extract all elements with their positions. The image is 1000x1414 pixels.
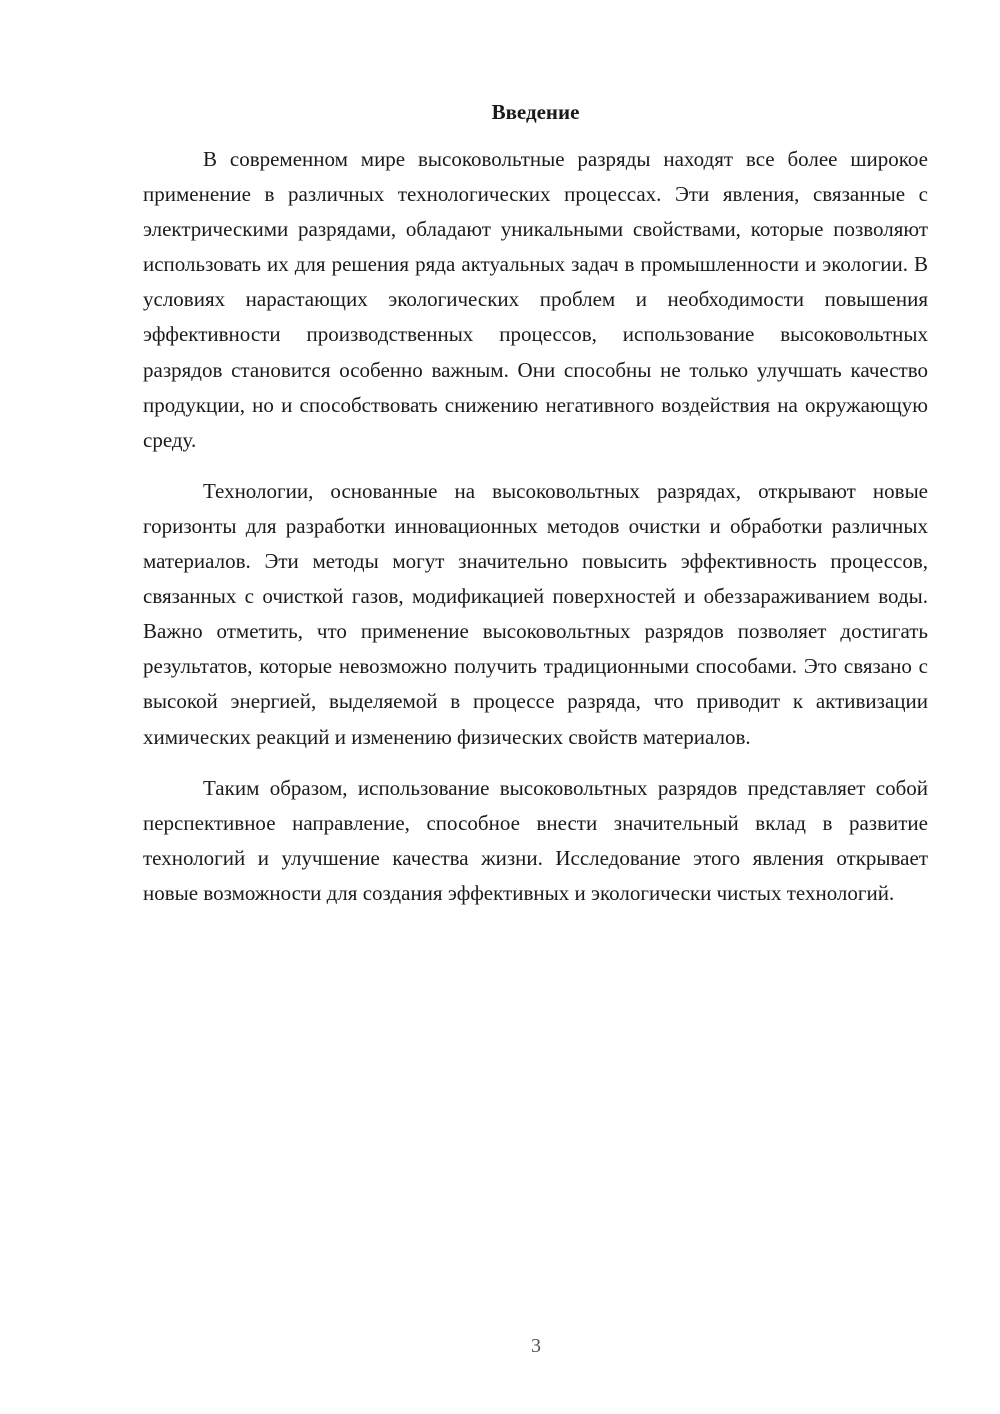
section-heading: Введение <box>491 100 580 124</box>
page-number: 3 <box>531 1335 541 1357</box>
body-text <box>143 142 928 911</box>
paragraph-1: В современном мире высоковольтные разряды находят все более широкое применение в различных технологических процессах. Эти явления, связанные с электрическими разрядами, обладают уникальными свойствами, которые позволяют использовать их для решения ряда актуальных задач в промышленности и экологии. В условиях нарастающих экологических проблем и необходимости повышения эффективности производственных процессов, использование высоковольтных разрядов становится особенно важным. Они способны не только улучшать качество продукции, но и способствовать снижению негативного воздействия на окружающую среду. <box>143 147 928 452</box>
paragraph-3: Таким образом, использование высоковольтных разрядов представляет собой перспективное направление, способное внести значительный вклад в развитие технологий и улучшение качества жизни. Исследование этого явления открывает новые возможности для создания эффективных и экологически чистых технологий. <box>143 775 928 905</box>
paragraph-2: Технологии, основанные на высоковольтных разрядах, открывают новые горизонты для разработки инновационных методов очистки и обработки различных материалов. Эти методы могут значительно повысить эффективность процессов, связанных с очисткой газов, модификацией поверхностей и обеззараживанием воды. Важно отметить, что применение высоковольтных разрядов позволяет достигать результатов, которые невозможно получить традиционными способами. Это связано с высокой энергией, выделяемой в процессе разряда, что приводит к активизации химических реакций и изменению физических свойств материалов. <box>143 478 928 749</box>
